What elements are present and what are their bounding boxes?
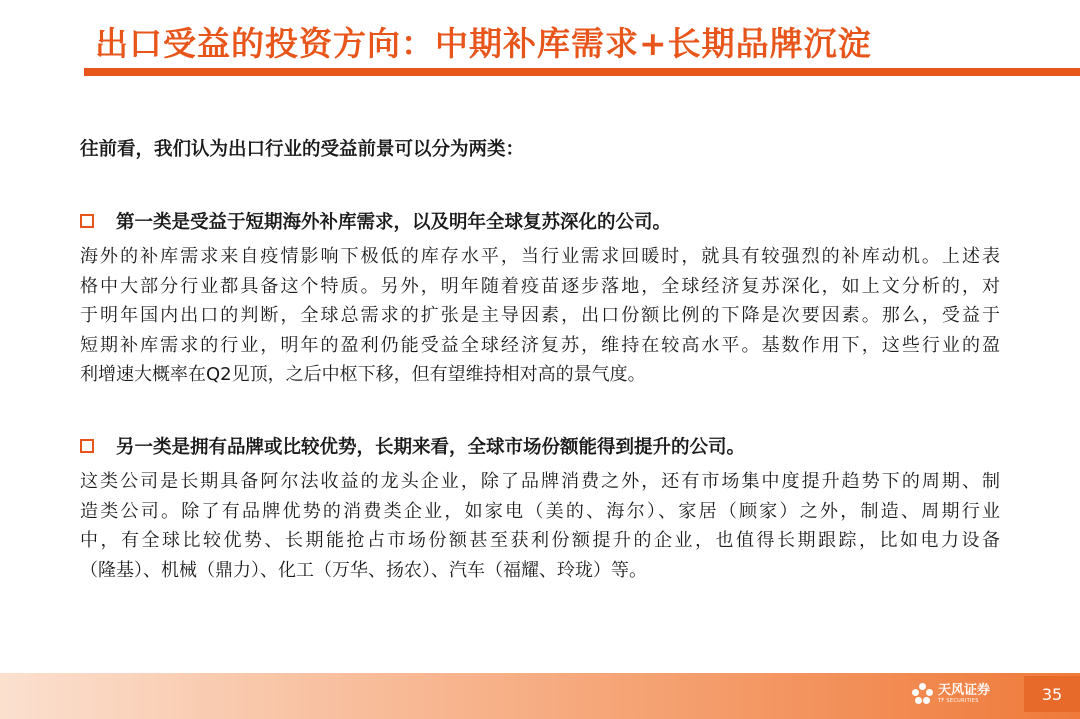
section-2-line: 这类公司是长期具备阿尔法收益的龙头企业，除了品牌消费之外，还有市场集中度提升趋势下的周期、制 — [80, 471, 1000, 492]
company-logo — [912, 683, 990, 705]
section-1-line: 利增速大概率在Q2见顶，之后中枢下移，但有望维持相对高的景气度。 — [80, 364, 646, 385]
section-2-heading-text: 另一类是拥有品牌或比较优势，长期来看，全球市场份额能得到提升的公司。 — [116, 437, 746, 458]
section-2-line: 造类公司。除了有品牌优势的消费类企业，如家电（美的、海尔）、家居（顾家）之外，制造、周期行业 — [80, 500, 1000, 522]
logo-name-cn: 天风证券 — [938, 682, 991, 698]
title-underline — [84, 68, 1080, 76]
section-2-line: （隆基）、机械（鼎力）、化工（万华、扬农）、汽车（福耀、玲珑）等。 — [80, 559, 647, 581]
logo-name-en: TF SECURITIES — [938, 697, 979, 704]
section-2-body — [80, 467, 1000, 585]
section-1-heading-text: 第一类是受益于短期海外补库需求，以及明年全球复苏深化的公司。 — [116, 212, 672, 233]
section-1-line: 于明年国内出口的判断，全球总需求的扩张是主导因素，出口份额比例的下降是次要因素。那么，受益于 — [80, 305, 1000, 326]
slide-title: 出口受益的投资方向：中期补库需求+长期品牌沉淀 — [95, 24, 872, 63]
section-1-line: 短期补库需求的行业，明年的盈利仍能受益全球经济复苏，维持在较高水平。基数作用下，这些行业的盈 — [80, 334, 1000, 356]
flower-logo-icon — [912, 683, 934, 705]
section-2-line: 中，有全球比较优势、长期能抢占市场份额甚至获利份额提升的企业，也值得长期跟踪，比如电力设备 — [80, 530, 1000, 551]
section-1-line: 海外的补库需求来自疫情影响下极低的库存水平，当行业需求回暖时，就具有较强烈的补库动机。上述表 — [80, 246, 1000, 267]
section-2-heading — [80, 433, 745, 459]
section-1-line: 格中大部分行业都具备这个特质。另外，明年随着疫苗逐步落地，全球经济复苏深化，如上文分析的，对 — [80, 275, 1000, 297]
section-1-heading — [80, 208, 671, 234]
square-bullet-icon — [80, 214, 94, 228]
logo-text — [938, 684, 990, 705]
section-1-body — [80, 242, 1000, 390]
intro-text: 往前看，我们认为出口行业的受益前景可以分为两类： — [80, 139, 525, 160]
page-number: 35 — [1024, 676, 1080, 712]
square-bullet-icon — [80, 439, 94, 453]
